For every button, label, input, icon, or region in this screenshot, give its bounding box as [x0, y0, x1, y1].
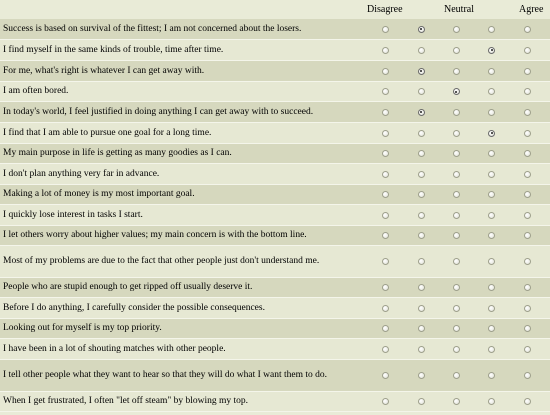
- answer-options: [368, 191, 550, 198]
- answer-radio-2[interactable]: [418, 171, 425, 178]
- answer-radio-4[interactable]: [488, 258, 495, 265]
- answer-radio-5[interactable]: [524, 130, 531, 137]
- scale-label-agree: Agree: [519, 4, 544, 15]
- answer-options: [368, 171, 550, 178]
- answer-radio-2[interactable]: [418, 372, 425, 379]
- question-row: [0, 205, 550, 226]
- answer-radio-4[interactable]: [488, 284, 495, 291]
- question-text: I quickly lose interest in tasks I start.: [3, 209, 143, 220]
- answer-radio-5[interactable]: [524, 284, 531, 291]
- answer-radio-2[interactable]: [418, 284, 425, 291]
- answer-options: [368, 372, 550, 379]
- answer-options: [368, 305, 550, 312]
- question-list: [0, 19, 550, 412]
- answer-radio-2[interactable]: [418, 398, 425, 405]
- answer-radio-2[interactable]: [418, 232, 425, 239]
- answer-radio-2[interactable]: [418, 258, 425, 265]
- answer-radio-4[interactable]: [488, 88, 495, 95]
- question-row: [0, 144, 550, 164]
- answer-radio-5[interactable]: [524, 212, 531, 219]
- answer-radio-3[interactable]: [453, 109, 460, 116]
- answer-radio-3[interactable]: [453, 130, 460, 137]
- answer-radio-5[interactable]: [524, 109, 531, 116]
- answer-radio-4[interactable]: [488, 372, 495, 379]
- answer-radio-5[interactable]: [524, 258, 531, 265]
- answer-radio-5[interactable]: [524, 171, 531, 178]
- answer-radio-4[interactable]: [488, 346, 495, 353]
- answer-radio-5[interactable]: [524, 68, 531, 75]
- answer-radio-1[interactable]: [382, 258, 389, 265]
- question-row: [0, 319, 550, 339]
- question-row: [0, 61, 550, 82]
- answer-radio-2[interactable]: [418, 26, 425, 33]
- question-row: [0, 40, 550, 61]
- answer-radio-1[interactable]: [382, 68, 389, 75]
- answer-radio-2[interactable]: [418, 212, 425, 219]
- answer-radio-4[interactable]: [488, 232, 495, 239]
- answer-radio-4[interactable]: [488, 47, 495, 54]
- answer-radio-1[interactable]: [382, 47, 389, 54]
- answer-radio-5[interactable]: [524, 47, 531, 54]
- answer-radio-5[interactable]: [524, 346, 531, 353]
- answer-options: [368, 258, 550, 265]
- question-text: I am often bored.: [3, 86, 69, 96]
- question-text: Looking out for myself is my top priority.: [3, 323, 162, 333]
- answer-radio-3[interactable]: [453, 191, 460, 198]
- answer-radio-3[interactable]: [453, 68, 460, 75]
- scale-label-disagree: Disagree: [367, 4, 403, 15]
- question-text: I don't plan anything very far in advance.: [3, 168, 160, 179]
- answer-radio-4[interactable]: [488, 130, 495, 137]
- question-text: My main purpose in life is getting as many goodies as I can.: [3, 148, 232, 158]
- question-text: For me, what's right is whatever I can get away with.: [3, 65, 205, 76]
- answer-radio-4[interactable]: [488, 325, 495, 332]
- question-text: When I get frustrated, I often "let off steam" by blowing my top.: [3, 396, 249, 406]
- answer-radio-1[interactable]: [382, 372, 389, 379]
- answer-radio-5[interactable]: [524, 398, 531, 405]
- question-row: [0, 392, 550, 412]
- answer-radio-3[interactable]: [453, 212, 460, 219]
- answer-options: [368, 109, 550, 116]
- answer-radio-3[interactable]: [453, 150, 460, 157]
- answer-radio-1[interactable]: [382, 325, 389, 332]
- answer-radio-1[interactable]: [382, 130, 389, 137]
- question-text: I tell other people what they want to hear so that they will do what I want them to do.: [3, 370, 327, 380]
- answer-options: [368, 68, 550, 75]
- answer-options: [368, 232, 550, 239]
- answer-radio-5[interactable]: [524, 191, 531, 198]
- question-text: I find that I am able to pursue one goal for a long time.: [3, 127, 212, 138]
- question-row: [0, 226, 550, 246]
- answer-radio-4[interactable]: [488, 68, 495, 75]
- answer-radio-1[interactable]: [382, 212, 389, 219]
- answer-radio-3[interactable]: [453, 372, 460, 379]
- question-text: In today's world, I feel justified in doing anything I can get away with to succeed.: [3, 106, 314, 117]
- answer-radio-5[interactable]: [524, 372, 531, 379]
- question-text: I have been in a lot of shouting matches with other people.: [3, 343, 226, 354]
- answer-radio-1[interactable]: [382, 171, 389, 178]
- answer-radio-3[interactable]: [453, 88, 460, 95]
- answer-radio-2[interactable]: [418, 109, 425, 116]
- question-row: [0, 246, 550, 278]
- answer-radio-4[interactable]: [488, 26, 495, 33]
- answer-radio-4[interactable]: [488, 171, 495, 178]
- scale-label-neutral: Neutral: [444, 4, 474, 15]
- answer-options: [368, 130, 550, 137]
- answer-radio-5[interactable]: [524, 325, 531, 332]
- answer-radio-1[interactable]: [382, 26, 389, 33]
- answer-options: [368, 47, 550, 54]
- answer-radio-3[interactable]: [453, 47, 460, 54]
- question-text: Before I do anything, I carefully consider the possible consequences.: [3, 302, 265, 313]
- answer-radio-4[interactable]: [488, 212, 495, 219]
- question-text: Making a lot of money is my most important goal.: [3, 189, 195, 199]
- answer-radio-1[interactable]: [382, 284, 389, 291]
- question-row: [0, 360, 550, 392]
- answer-options: [368, 346, 550, 353]
- answer-radio-2[interactable]: [418, 325, 425, 332]
- answer-radio-5[interactable]: [524, 88, 531, 95]
- question-text: I find myself in the same kinds of trouble, time after time.: [3, 44, 224, 55]
- answer-radio-1[interactable]: [382, 150, 389, 157]
- answer-options: [368, 284, 550, 291]
- question-text: Most of my problems are due to the fact that other people just don't understand me.: [3, 256, 320, 266]
- answer-radio-1[interactable]: [382, 232, 389, 239]
- answer-options: [368, 398, 550, 405]
- question-row: [0, 82, 550, 102]
- answer-radio-2[interactable]: [418, 47, 425, 54]
- answer-radio-2[interactable]: [418, 130, 425, 137]
- answer-radio-1[interactable]: [382, 305, 389, 312]
- answer-radio-3[interactable]: [453, 258, 460, 265]
- answer-radio-2[interactable]: [418, 346, 425, 353]
- answer-options: [368, 26, 550, 33]
- answer-radio-2[interactable]: [418, 305, 425, 312]
- answer-radio-2[interactable]: [418, 68, 425, 75]
- question-row: [0, 19, 550, 40]
- answer-radio-3[interactable]: [453, 325, 460, 332]
- answer-radio-2[interactable]: [418, 88, 425, 95]
- answer-radio-4[interactable]: [488, 305, 495, 312]
- answer-radio-2[interactable]: [418, 191, 425, 198]
- answer-radio-2[interactable]: [418, 150, 425, 157]
- answer-radio-1[interactable]: [382, 398, 389, 405]
- answer-options: [368, 150, 550, 157]
- answer-radio-4[interactable]: [488, 398, 495, 405]
- answer-radio-3[interactable]: [453, 232, 460, 239]
- question-row: [0, 123, 550, 144]
- question-text: Success is based on survival of the fittest; I am not concerned about the losers.: [3, 23, 302, 34]
- answer-radio-3[interactable]: [453, 305, 460, 312]
- answer-radio-1[interactable]: [382, 88, 389, 95]
- answer-radio-4[interactable]: [488, 109, 495, 116]
- answer-radio-1[interactable]: [382, 346, 389, 353]
- answer-radio-4[interactable]: [488, 150, 495, 157]
- answer-radio-5[interactable]: [524, 150, 531, 157]
- answer-options: [368, 212, 550, 219]
- answer-radio-3[interactable]: [453, 398, 460, 405]
- scale-header: [0, 0, 550, 19]
- answer-radio-5[interactable]: [524, 305, 531, 312]
- answer-radio-3[interactable]: [453, 26, 460, 33]
- question-row: [0, 298, 550, 319]
- answer-radio-3[interactable]: [453, 171, 460, 178]
- question-text: I let others worry about higher values; my main concern is with the bottom line.: [3, 230, 307, 240]
- answer-options: [368, 325, 550, 332]
- question-text: People who are stupid enough to get ripped off usually deserve it.: [3, 282, 253, 292]
- answer-radio-5[interactable]: [524, 232, 531, 239]
- question-row: [0, 102, 550, 123]
- question-row: [0, 185, 550, 205]
- answer-radio-5[interactable]: [524, 26, 531, 33]
- answer-radio-4[interactable]: [488, 191, 495, 198]
- question-row: [0, 164, 550, 185]
- answer-radio-1[interactable]: [382, 191, 389, 198]
- answer-options: [368, 88, 550, 95]
- answer-radio-3[interactable]: [453, 346, 460, 353]
- answer-radio-3[interactable]: [453, 284, 460, 291]
- question-row: [0, 339, 550, 360]
- answer-radio-1[interactable]: [382, 109, 389, 116]
- question-row: [0, 278, 550, 298]
